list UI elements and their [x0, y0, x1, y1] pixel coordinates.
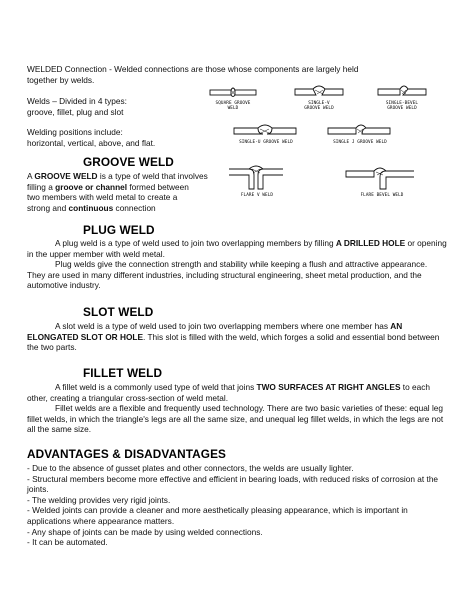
- groove-text-2: is a type of weld that involves: [97, 171, 208, 181]
- single-bevel-groove-weld-diagram: [376, 82, 428, 100]
- fillet-text-1: A fillet weld is a commonly used type of weld that joins: [55, 382, 257, 392]
- slot-weld-paragraph: [27, 321, 447, 353]
- square-groove-caption: [200, 101, 266, 111]
- welding-positions-label: Welding positions include:: [27, 127, 123, 137]
- single-bevel-caption-1: SINGLE-BEVEL: [385, 101, 419, 106]
- groove-weld-paragraph: [27, 171, 247, 213]
- fillet-weld-heading: FILLET WELD: [83, 366, 163, 380]
- groove-text-1: A: [27, 171, 35, 181]
- list-item: - It can be automated.: [27, 537, 108, 548]
- slot-text-2: . This slot is filled with the weld, which forges a solid and essential bond between the two parts.: [27, 331, 440, 353]
- plug-weld-paragraph-1: [27, 238, 447, 259]
- flare-bevel-caption: [350, 193, 414, 198]
- fillet-weld-paragraph-1: [27, 382, 447, 403]
- single-v-caption: [287, 101, 351, 111]
- single-u-caption: [228, 140, 304, 145]
- list-item: - Due to the absence of gusset plates and other connectors, the welds are usually lighter.: [27, 463, 354, 473]
- groove-text-6: strong and: [27, 202, 69, 213]
- list-item: - Welded joints can provide a cleaner and more aesthetically pleasing appearance, which is important in applications where appearance matters.: [27, 505, 408, 526]
- single-v-caption-2: GROOVE WELD: [304, 106, 334, 111]
- plug-text-1: A plug weld is a type of weld used to join two overlapping members by filling: [55, 238, 336, 248]
- groove-bold-3: continuous: [68, 202, 114, 213]
- welding-positions-list: horizontal, vertical, above, and flat.: [27, 137, 156, 148]
- advantages-heading: ADVANTAGES & DISADVANTAGES: [27, 447, 227, 461]
- single-j-groove-weld-diagram: [326, 121, 392, 139]
- intro-line-2: together by welds.: [27, 74, 95, 85]
- list-item: - Structural members become more effective and efficient in bearing loads, with reduced risks of corrosion at the joints.: [27, 473, 439, 495]
- weld-types-text: [27, 96, 207, 117]
- single-bevel-caption: [368, 101, 436, 111]
- single-bevel-caption-2: GROOVE WELD: [387, 106, 417, 111]
- groove-text-3: filling a: [27, 181, 56, 192]
- groove-text-5: two members with weld metal to create a: [27, 192, 178, 203]
- single-v-caption-1: SINGLE-V: [308, 101, 330, 106]
- groove-bold-2: groove or channel: [55, 181, 128, 192]
- slot-bold-1: AN ELONGATED SLOT OR HOLE: [27, 321, 403, 342]
- flare-bevel-weld-diagram: [344, 163, 416, 193]
- welding-positions-text: [27, 127, 207, 148]
- groove-bold-1: GROOVE WELD: [34, 171, 98, 181]
- fillet-weld-paragraph-2: Fillet welds are a flexible and frequently used technology. There are two basic varieties of these: equal leg fillet welds, in which the triangle's legs are all the same size, and unequal leg fillet welds, in which the legs are not all the same size.: [27, 403, 444, 435]
- single-u-caption-1: SINGLE-U GROOVE WELD: [239, 140, 293, 145]
- plug-bold-1: A DRILLED HOLE: [335, 238, 406, 248]
- fillet-text-2: to each other, creating a triangular cross-section of weld metal.: [27, 382, 431, 403]
- single-j-caption-1: SINGLE J GROOVE WELD: [333, 140, 387, 145]
- square-groove-caption-1: SQUARE GROOVE: [215, 101, 251, 106]
- slot-text-1: A slot weld is a type of weld used to join two overlapping members where one member has: [55, 321, 391, 331]
- plug-weld-paragraph-2: Plug welds give the connection strength and stability while keeping a flush and attractive appearance. They are used in many different industries, including structural engineering, sheet metal production, and the automotive industry.: [27, 259, 428, 291]
- plug-weld-heading: PLUG WELD: [83, 223, 155, 237]
- groove-weld-heading: GROOVE WELD: [83, 155, 174, 169]
- plug-text-2: or opening in the upper member with weld metal.: [27, 238, 447, 259]
- advantages-list: [27, 463, 447, 548]
- intro-line-1: WELDED Connection - Welded connections are those whose components are largely held: [27, 64, 359, 74]
- square-groove-weld-diagram: [208, 83, 258, 101]
- weld-types-label: Welds – Divided in 4 types:: [27, 96, 127, 106]
- single-u-groove-weld-diagram: [232, 121, 298, 139]
- weld-types-list: groove, fillet, plug and slot: [27, 106, 124, 117]
- single-j-caption: [322, 140, 398, 145]
- groove-text-7: connection: [113, 202, 156, 213]
- list-item: - Any shape of joints can be made by using welded connections.: [27, 526, 263, 537]
- fillet-bold-1: TWO SURFACES AT RIGHT ANGLES: [256, 382, 401, 392]
- single-v-groove-weld-diagram: [293, 82, 345, 100]
- flare-v-caption-1: FLARE V WELD: [240, 193, 274, 198]
- list-item: - The welding provides very rigid joints.: [27, 494, 171, 505]
- flare-bevel-caption-1: FLARE BEVEL WELD: [360, 193, 404, 198]
- groove-text-4: formed between: [127, 181, 189, 192]
- slot-weld-heading: SLOT WELD: [83, 305, 154, 319]
- square-groove-caption-2: WELD: [227, 106, 239, 111]
